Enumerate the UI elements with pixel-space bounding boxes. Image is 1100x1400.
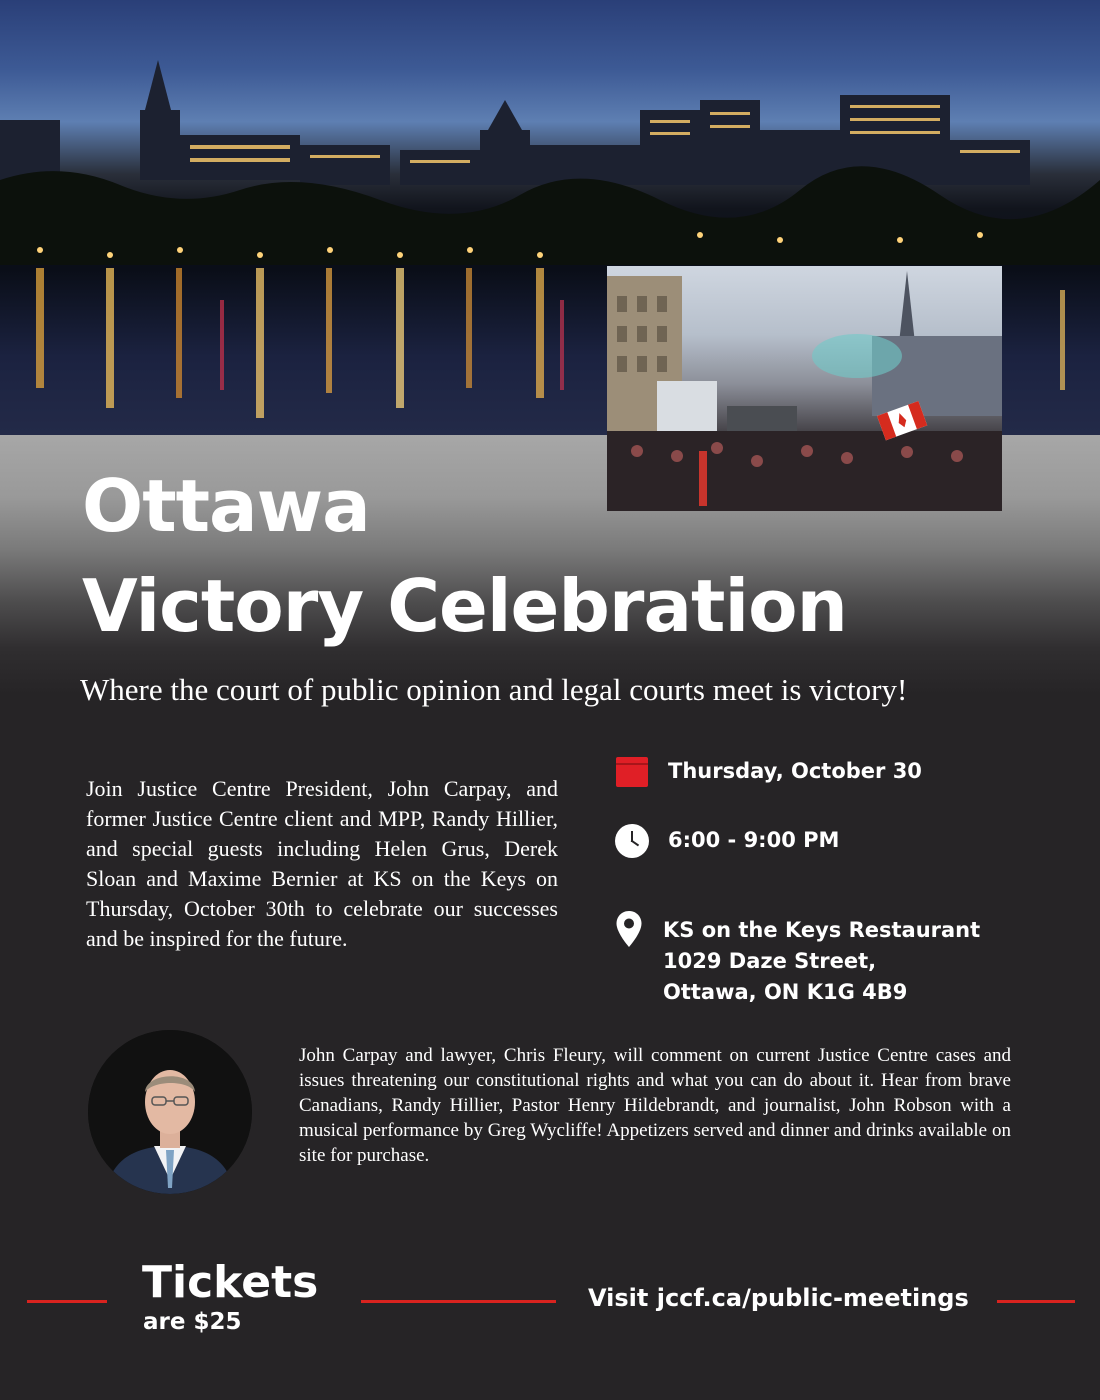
event-date: Thursday, October 30: [668, 759, 922, 783]
venue-street: 1029 Daze Street,: [663, 949, 877, 973]
public-meetings-link[interactable]: Visit jccf.ca/public-meetings: [588, 1284, 969, 1312]
venue-city: Ottawa, ON K1G 4B9: [663, 980, 908, 1004]
event-title: Victory Celebration: [82, 564, 847, 648]
divider-middle: [361, 1300, 556, 1303]
clock-icon: [615, 824, 649, 858]
speaker-portrait: [88, 1030, 252, 1194]
event-title-city: Ottawa: [82, 464, 370, 548]
intro-paragraph: Join Justice Centre President, John Carpay, and former Justice Centre client and MPP, Randy Hillier, and special guests including Helen Grus, Derek Sloan and Maxime Bernier at KS on the Keys on Thursday, October 30th to celebrate our successes and be inspired for the future.: [86, 776, 558, 951]
tagline: Where the court of public opinion and legal courts meet is victory!: [80, 672, 908, 707]
divider-right: [997, 1300, 1075, 1303]
protest-photo: [607, 266, 1002, 511]
divider-left: [27, 1300, 107, 1303]
venue-name: KS on the Keys Restaurant: [663, 918, 981, 942]
event-description: John Carpay and lawyer, Chris Fleury, will comment on current Justice Centre cases and issues threatening our constitutional rights and what you can do about it. Hear from brave Canadians, Randy Hillier, Pastor Henry Hildebrandt, and journalist, John Robson with a musical performance by Greg Wycliffe! Appetizers served and dinner and drinks available on site for purchase.: [299, 1045, 1011, 1166]
calendar-icon: [616, 757, 648, 787]
event-time: 6:00 - 9:00 PM: [668, 828, 840, 852]
tickets-price: are $25: [143, 1309, 242, 1335]
location-pin-icon: [615, 910, 643, 948]
tickets-heading: Tickets: [142, 1257, 319, 1308]
